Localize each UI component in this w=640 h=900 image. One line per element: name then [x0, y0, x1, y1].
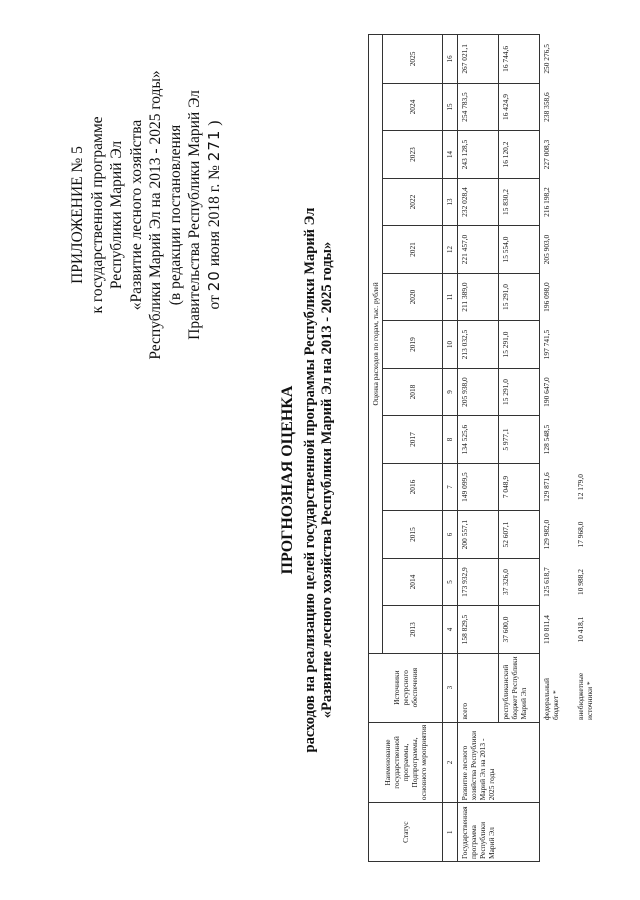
- value-cell: 197 741,5: [542, 329, 551, 360]
- col-header-year: 2024: [383, 83, 443, 131]
- date-month-year: июня 2018 г. №: [205, 165, 223, 267]
- value-cell: 196 098,0: [542, 282, 551, 312]
- appendix-title: ПРИЛОЖЕНИЕ № 5: [69, 146, 86, 284]
- value-cell: 250 276,5: [542, 44, 551, 74]
- appendix-line: Правительства Республики Марий Эл: [186, 90, 203, 340]
- empty-cell: [540, 803, 575, 862]
- col-number: 10: [443, 321, 458, 369]
- empty-cell: [574, 722, 608, 803]
- value-cell: 238 358,6: [542, 92, 551, 122]
- value-cell: [574, 35, 608, 84]
- value-cell: 16 120,2: [499, 131, 540, 179]
- decree-number: 271: [204, 129, 223, 162]
- col-header-year: 2022: [383, 178, 443, 226]
- empty-cell: [540, 722, 575, 803]
- value-cell: 128 548,5: [542, 424, 551, 455]
- appendix-line: (в редакции постановления: [166, 124, 184, 306]
- value-cell: [574, 83, 608, 131]
- col-number: 6: [443, 511, 458, 559]
- value-cell: 15 291,0: [499, 273, 540, 321]
- value-cell: 37 326,0: [499, 558, 540, 606]
- empty-cell: [574, 803, 608, 862]
- col-number: 14: [443, 131, 458, 179]
- col-header-name: Наименование государственной программы, Подпрограммы, основного мероприятия: [369, 722, 443, 803]
- table-row: [574, 35, 608, 862]
- value-cell: 52 607,1: [499, 511, 540, 559]
- forecast-table: [368, 34, 608, 862]
- value-cell: 17 968,0: [576, 521, 585, 548]
- col-header-group: Оценка расходов по годам, тыс. рублей: [369, 35, 383, 654]
- value-cell: 10 988,2: [576, 569, 585, 595]
- value-cell: 221 457,0: [458, 226, 499, 274]
- col-number: 16: [443, 35, 458, 84]
- value-cell: 15 291,0: [499, 321, 540, 369]
- source-cell: федеральный бюджет *: [542, 678, 560, 721]
- col-header-year: 2017: [383, 416, 443, 464]
- col-number: 2: [443, 722, 458, 803]
- col-number: 8: [443, 416, 458, 464]
- value-cell: 110 811,4: [542, 615, 551, 645]
- value-cell: [574, 368, 608, 416]
- program-name-cell: Развитие лесного хозяйства Республики Марий Эл на 2013 - 2025 годы: [458, 722, 540, 803]
- value-cell: 5 977,1: [499, 416, 540, 464]
- value-cell: [574, 273, 608, 321]
- col-number: 3: [443, 653, 458, 722]
- source-cell: всего: [458, 653, 499, 722]
- appendix-block: [68, 35, 224, 395]
- col-number: 15: [443, 83, 458, 131]
- source-cell: внебюджетные источники *: [576, 672, 594, 721]
- col-number: 9: [443, 368, 458, 416]
- value-cell: 129 871,6: [542, 472, 551, 502]
- value-cell: 254 783,5: [458, 83, 499, 131]
- value-cell: [574, 226, 608, 274]
- date-suffix: ): [205, 120, 223, 126]
- col-number: 7: [443, 463, 458, 511]
- appendix-line: Республики Марий Эл: [108, 140, 125, 290]
- col-number: 13: [443, 178, 458, 226]
- value-cell: [574, 131, 608, 179]
- appendix-line: «Развитие лесного хозяйства: [127, 119, 145, 311]
- col-number: 12: [443, 226, 458, 274]
- value-cell: 211 389,0: [458, 273, 499, 321]
- value-cell: 213 032,5: [458, 321, 499, 369]
- value-cell: [574, 178, 608, 226]
- value-cell: 15 291,0: [499, 368, 540, 416]
- value-cell: 16 424,9: [499, 83, 540, 131]
- col-header-year: 2018: [383, 368, 443, 416]
- col-header-year: 2021: [383, 226, 443, 274]
- value-cell: 12 179,0: [576, 474, 585, 500]
- value-cell: 173 932,9: [458, 558, 499, 606]
- col-header-year: 2015: [383, 511, 443, 559]
- value-cell: 243 128,5: [458, 131, 499, 179]
- value-cell: 16 744,6: [499, 35, 540, 84]
- value-cell: [574, 321, 608, 369]
- value-cell: 227 008,3: [542, 139, 551, 170]
- table-row: [458, 35, 499, 862]
- value-cell: 205 938,0: [458, 368, 499, 416]
- document-heading: [278, 190, 336, 770]
- appendix-line: к государственной программе: [88, 116, 106, 314]
- value-cell: 15 554,0: [499, 226, 540, 274]
- value-cell: 190 647,0: [542, 377, 551, 407]
- appendix-date-line: [205, 35, 225, 395]
- col-header-year: 2013: [383, 606, 443, 654]
- value-cell: 232 028,4: [458, 178, 499, 226]
- value-cell: 129 982,0: [542, 519, 551, 550]
- col-header-year: 2014: [383, 558, 443, 606]
- source-cell: республиканский бюджет Республики Марий Эл: [499, 653, 540, 722]
- value-cell: 158 829,5: [458, 606, 499, 654]
- table-row: [540, 35, 575, 862]
- col-header-year: 2019: [383, 321, 443, 369]
- col-header-source: Источники ресурсного обеспечения: [369, 653, 443, 722]
- value-cell: 200 557,1: [458, 511, 499, 559]
- col-number: 5: [443, 558, 458, 606]
- value-cell: 125 618,7: [542, 567, 551, 597]
- col-header-year: 2020: [383, 273, 443, 321]
- col-header-year: 2023: [383, 131, 443, 179]
- value-cell: 10 418,1: [576, 616, 585, 643]
- value-cell: 205 903,0: [542, 234, 551, 265]
- value-cell: 37 600,0: [499, 606, 540, 654]
- value-cell: 15 830,2: [499, 178, 540, 226]
- col-number: 11: [443, 273, 458, 321]
- col-header-year: 2016: [383, 463, 443, 511]
- value-cell: 267 021,1: [458, 35, 499, 84]
- heading-subtitle: расходов на реализацию целей государственной программы Республики Марий Эл: [302, 207, 318, 753]
- col-number: 1: [443, 803, 458, 862]
- date-prefix: от: [205, 295, 223, 310]
- heading-title: ПРОГНОЗНАЯ ОЦЕНКА: [279, 385, 296, 575]
- appendix-line: Республики Марий Эл на 2013 - 2025 годы»: [147, 70, 164, 360]
- col-number: 4: [443, 606, 458, 654]
- col-header-status: Статус: [369, 803, 443, 862]
- heading-subtitle-program: «Развитие лесного хозяйства Республики Марий Эл на 2013 - 2025 годы»: [319, 241, 335, 719]
- value-cell: 149 099,5: [458, 463, 499, 511]
- date-day: 20: [204, 270, 223, 292]
- value-cell: 7 048,9: [499, 463, 540, 511]
- value-cell: 134 525,6: [458, 416, 499, 464]
- col-header-year: 2025: [383, 35, 443, 84]
- status-cell: Государственная программа Республики Марий Эл: [458, 803, 540, 862]
- value-cell: 216 198,2: [542, 187, 551, 217]
- value-cell: [574, 416, 608, 464]
